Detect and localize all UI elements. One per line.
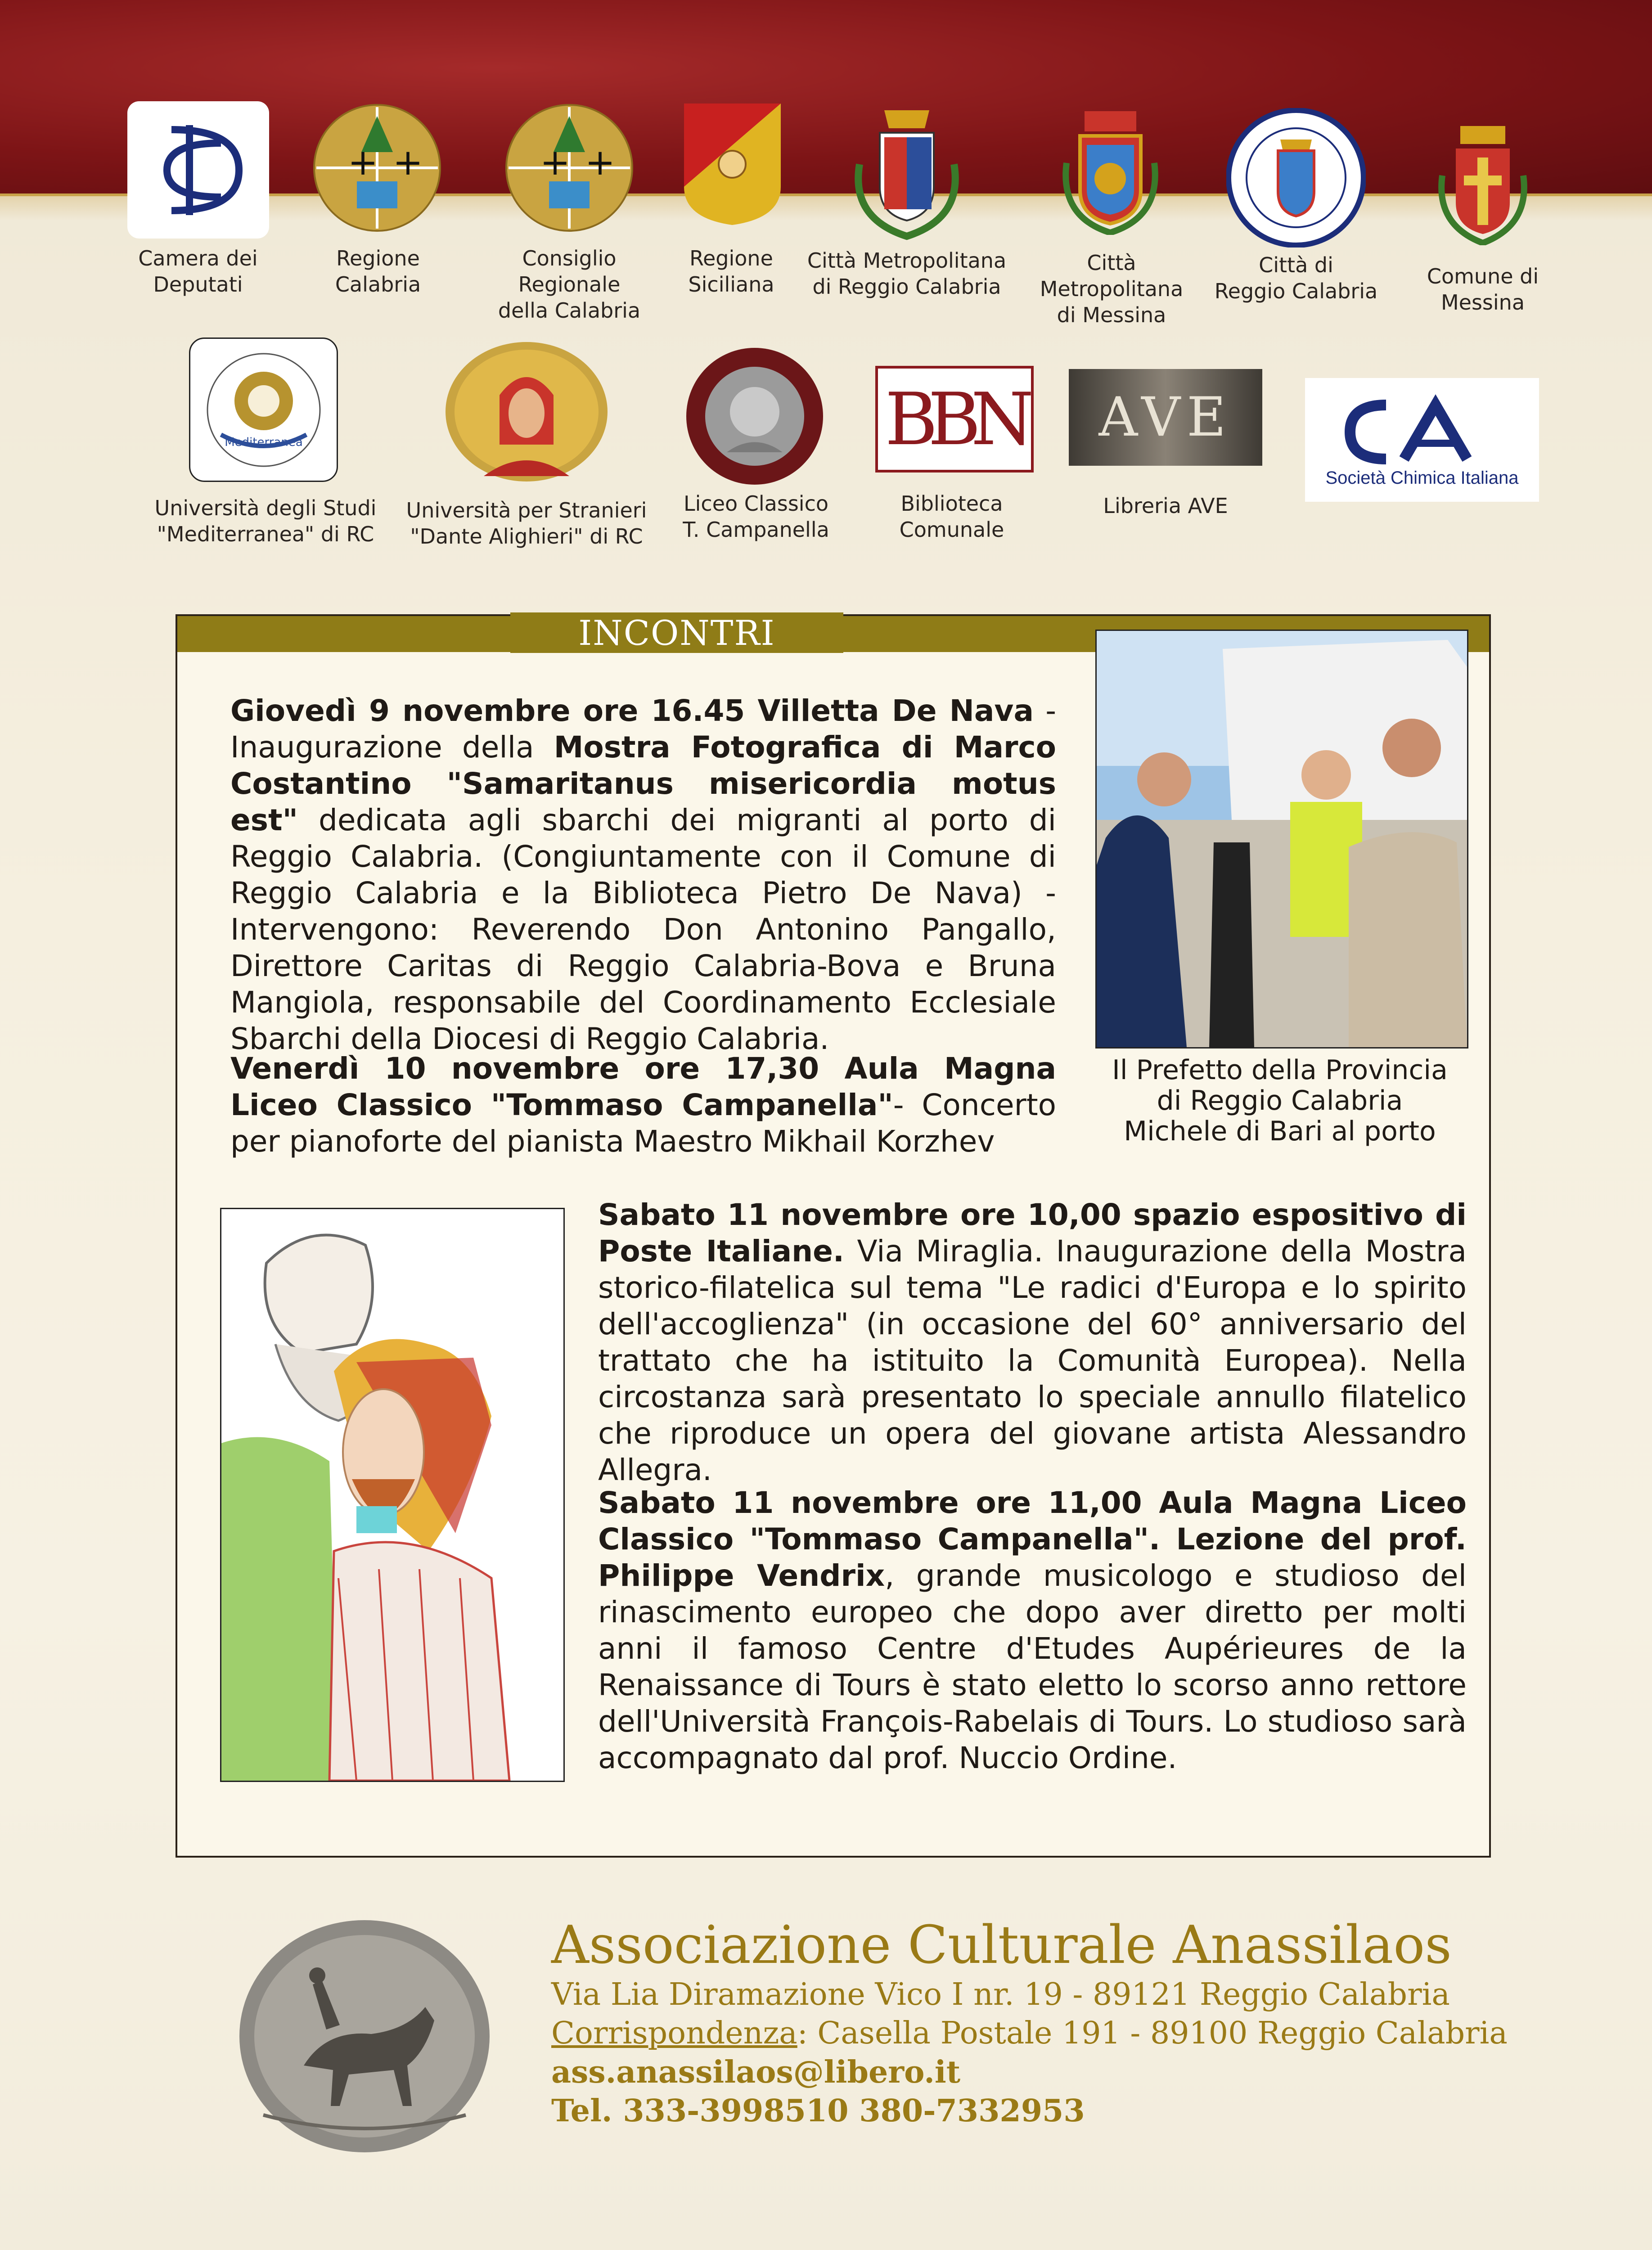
libreria-ave-logo — [1069, 369, 1262, 466]
citta-reggio-calabria-logo — [1226, 108, 1366, 248]
logo-caption: Regione Siciliana — [688, 246, 774, 297]
event-3-text: Via Miraglia. Inaugurazione della Mostra storico-filatelica sul tema "Le radici d'Europa e lo spirito dell'accoglienza" (in occasione del 60° anniversario del trattato che ha istituito la Comunità Europea). Nella circostanza sarà presentato lo speciale annullo filatelico che riproduce un opera del giovane artista Alessandro Allegra. — [598, 1234, 1467, 1487]
mediterranea-logo-text: Mediterranea — [224, 435, 303, 449]
regione-calabria-logo — [312, 103, 442, 233]
event-3-lead: Sabato 11 novembre ore 10,00 spazio espositivo di Poste Italiane. — [598, 1197, 1467, 1269]
logo-caption: Consiglio Regionale della Calabria — [498, 246, 641, 323]
logo-caption: Comune di Messina — [1427, 264, 1539, 315]
incontri-title: INCONTRI — [510, 612, 843, 653]
event-4-lead: Sabato 11 novembre ore 11,00 Aula Magna Liceo Classico "Tommaso Campanella". Lezione del prof. Philippe Vendrix — [598, 1485, 1467, 1593]
ancient-coin-image — [236, 1917, 493, 2156]
association-name: Associazione Culturale Anassilaos — [551, 1915, 1452, 1976]
logo-caption: Regione Calabria — [335, 246, 421, 297]
correspondence-label: Corrispondenza — [551, 2016, 797, 2051]
logo-caption: Libreria AVE — [1103, 494, 1228, 518]
association-phone: Tel. 333-3998510 380-7332953 — [551, 2093, 1085, 2129]
logo-caption: Camera dei Deputati — [138, 246, 258, 297]
bbn-logo-text: BBN — [885, 377, 1024, 461]
photo-caption: Il Prefetto della Provincia di Reggio Calabria Michele di Bari al porto — [1112, 1054, 1448, 1147]
event-3 — [598, 1197, 1467, 1488]
citta-metropolitana-messina-logo — [1055, 104, 1166, 235]
association-contacts — [551, 1915, 1508, 2130]
incontri-box — [176, 614, 1491, 1858]
prefetto-photo — [1095, 630, 1468, 1048]
liceo-campanella-logo — [684, 346, 826, 486]
comune-messina-logo — [1433, 122, 1532, 245]
logo-caption: Liceo Classico T. Campanella — [683, 491, 829, 542]
svg-text:+: + — [585, 141, 616, 183]
logo-caption: Università degli Studi "Mediterranea" di RC — [154, 496, 377, 546]
societa-chimica-logo — [1305, 378, 1539, 502]
association-email[interactable]: ass.anassilaos@libero.it — [551, 2054, 961, 2090]
universita-dante-alighieri-logo — [443, 341, 610, 483]
event-2-text: - Concerto per pianoforte del pianista Maestro Mikhail Korzhev — [230, 1088, 1057, 1159]
consiglio-regionale-logo — [504, 103, 635, 233]
logo-caption: Città Metropolitana di Reggio Calabria — [807, 248, 1007, 299]
regione-siciliana-logo — [682, 101, 783, 227]
event-1-text-2: dedicata agli sbarchi dei migranti al porto di Reggio Calabria. (Congiuntamente con il Comune di Reggio Calabria e la Biblioteca Pietro De Nava) - Intervengono: Reverendo Don Antonino Pangallo, Direttore Caritas di Reggio Calabria-Bova e Bruna Mangiola, responsabile del Coordinamento Ecclesiale Sbarchi della Diocesi di Reggio Calabria. — [230, 803, 1056, 1056]
association-correspondence — [551, 2014, 1508, 2053]
event-2-lead: Venerdì 10 novembre ore 17,30 Aula Magna Liceo Classico "Tommaso Campanella" — [230, 1051, 1056, 1122]
biblioteca-comunale-logo — [875, 366, 1034, 472]
event-1-text: - Inaugurazione della — [230, 693, 1057, 765]
svg-text:+: + — [540, 141, 571, 183]
svg-text:+: + — [348, 141, 378, 183]
universita-mediterranea-logo — [189, 338, 338, 482]
logo-caption: Città di Reggio Calabria — [1214, 253, 1378, 303]
allegra-drawing — [220, 1208, 565, 1782]
ave-logo-text: AVE — [1098, 386, 1233, 449]
sci-logo-text: Società Chimica Italiana — [1325, 468, 1519, 488]
svg-text:+: + — [393, 141, 423, 183]
event-1-bold: Mostra Fotografica di Marco Costantino "Samaritanus misericordia motus est" — [230, 730, 1056, 837]
event-2 — [230, 1050, 1056, 1160]
citta-metropolitana-rc-logo — [842, 101, 972, 241]
event-4-text: , grande musicologo e studioso del rinascimento europeo che dopo aver diretto per molti anni il famoso Centre d'Etudes Aupérieures de la Renaissance di Tours è stato eletto lo scorso anno rettore dell'Università François-Rabelais di Tours. Lo studioso sarà accompagnato dal prof. Nuccio Ordine. — [598, 1558, 1467, 1775]
logo-caption: Biblioteca Comunale — [899, 491, 1004, 542]
logo-caption: Città Metropolitana di Messina — [1040, 251, 1184, 327]
logo-caption: Università per Stranieri "Dante Alighieri" di RC — [406, 498, 647, 549]
association-address: Via Lia Diramazione Vico I nr. 19 - 89121 Reggio Calabria — [551, 1977, 1450, 2012]
camera-deputati-logo — [127, 101, 269, 238]
event-1-lead: Giovedì 9 novembre ore 16.45 Villetta De Nava — [230, 693, 1034, 728]
event-4 — [598, 1485, 1467, 1776]
event-1 — [230, 693, 1056, 1057]
correspondence-value: : Casella Postale 191 - 89100 Reggio Calabria — [797, 2016, 1508, 2051]
